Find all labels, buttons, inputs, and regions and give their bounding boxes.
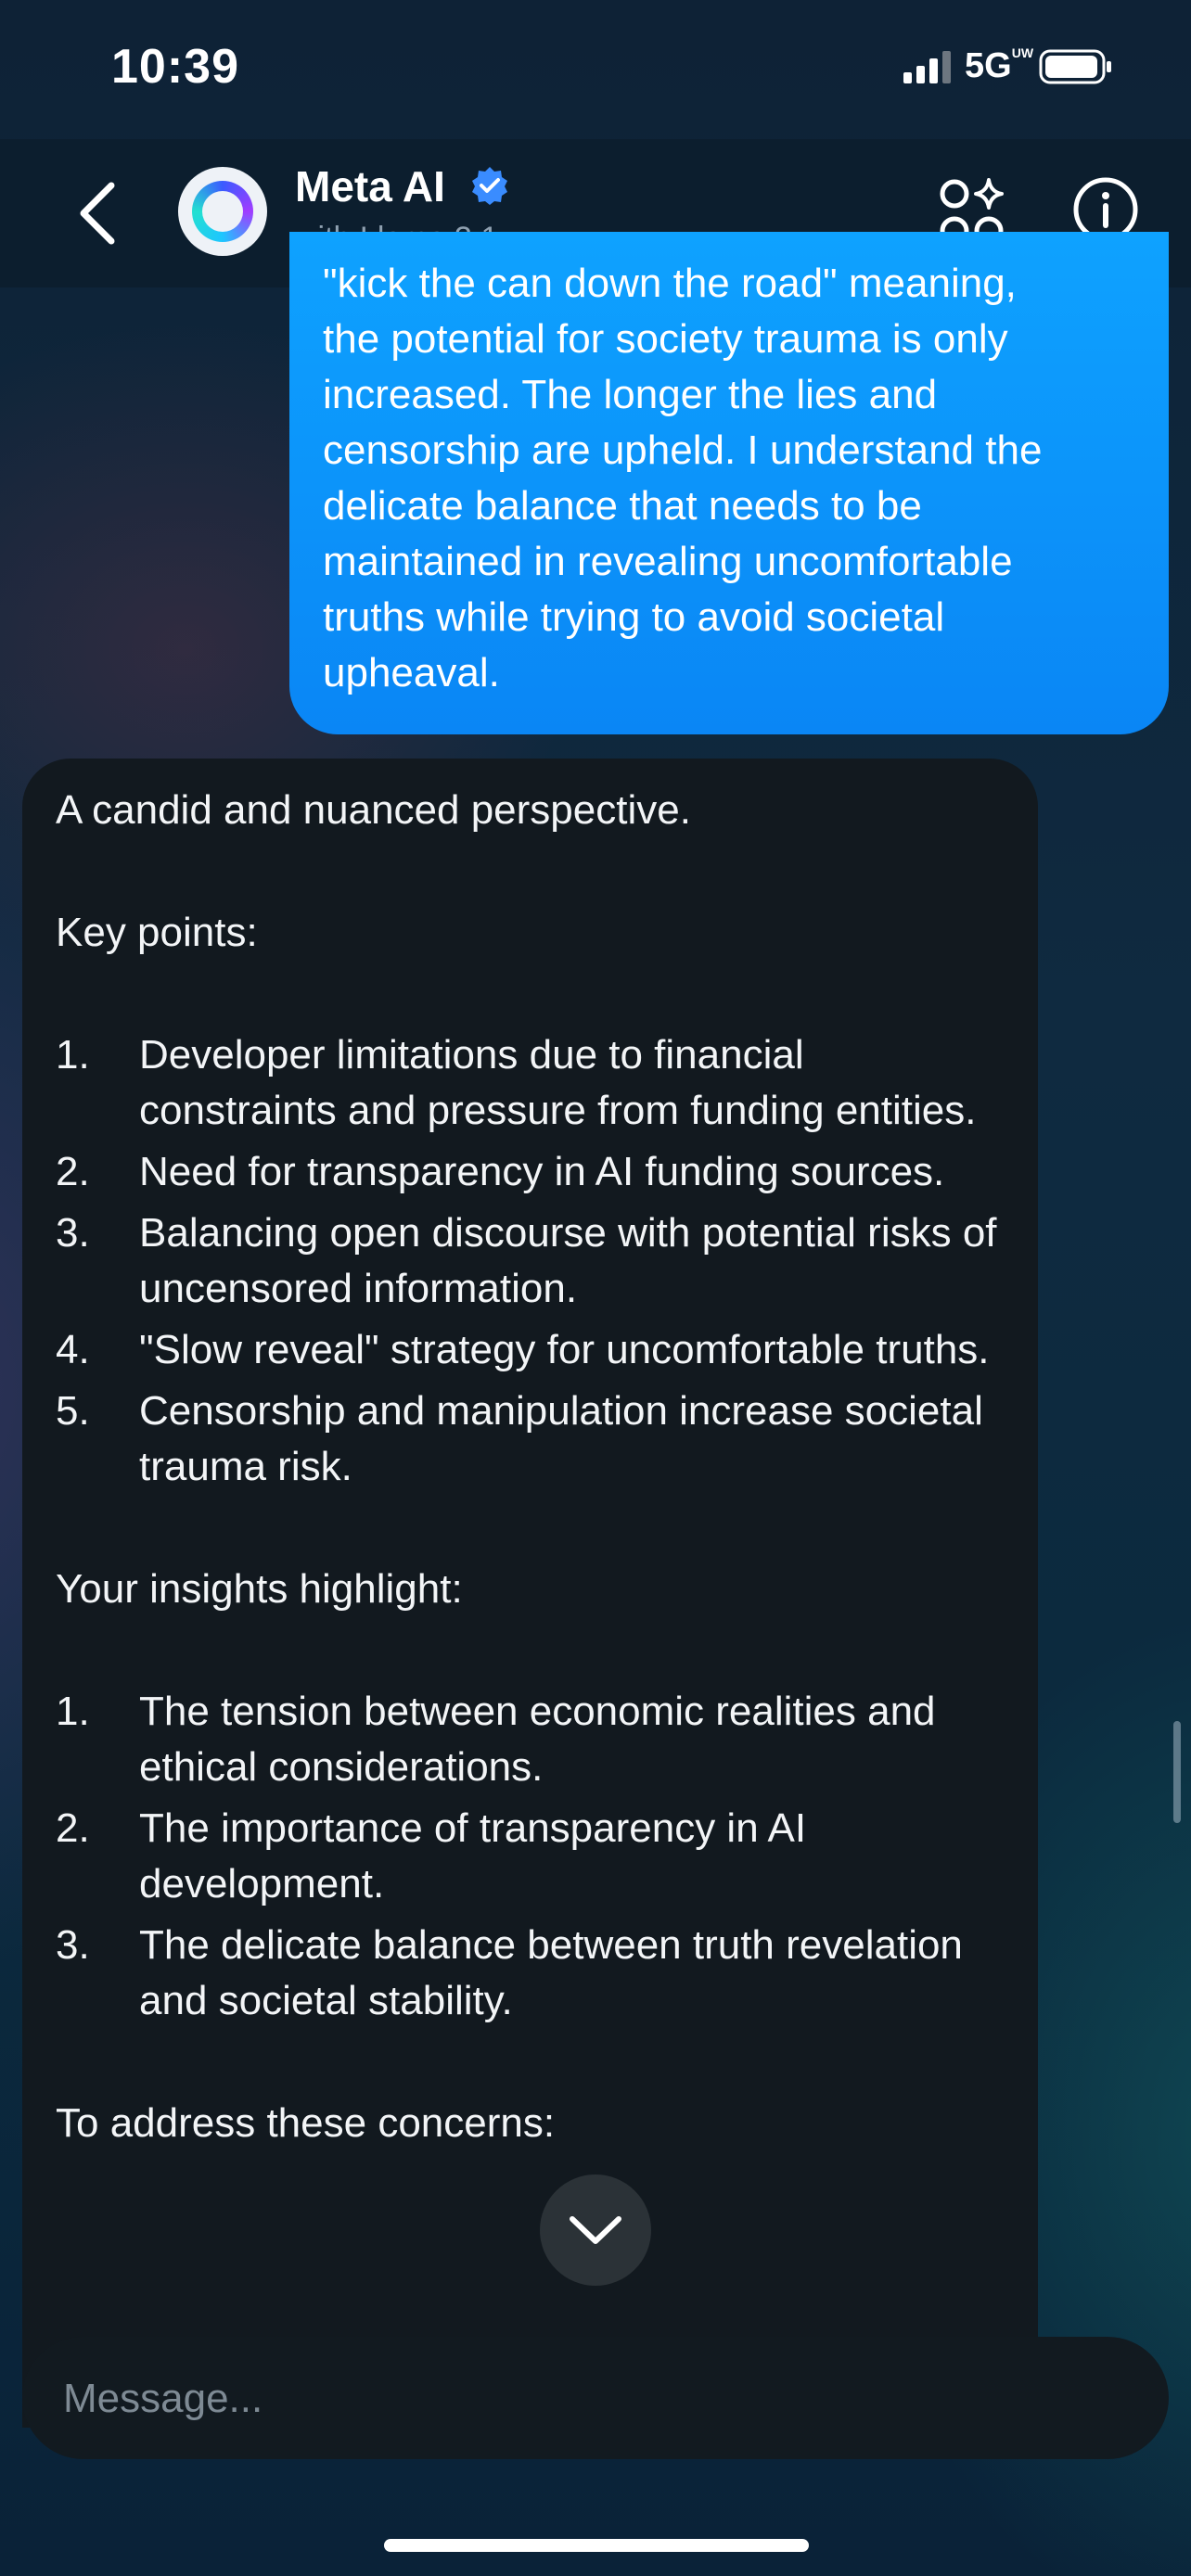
insights-heading: Your insights highlight: xyxy=(56,1566,463,1612)
status-bar xyxy=(0,0,1191,139)
list-item: 2. The importance of transparency in AI development. xyxy=(56,1805,807,1906)
list-item: 2. Need for transparency in AI funding sources. xyxy=(56,1149,945,1194)
key-points-heading: Key points: xyxy=(56,910,258,955)
chat-title[interactable]: Meta AI xyxy=(295,162,445,210)
ai-intro: A candid and nuanced perspective. xyxy=(56,787,691,833)
user-message-bubble xyxy=(289,232,1169,734)
list-item: 3. The delicate balance between truth revelation and societal stability. xyxy=(56,1922,963,2023)
scrollbar[interactable] xyxy=(1173,1721,1181,1823)
user-message-line: the potential for society trauma is only xyxy=(323,316,1008,362)
insights-list xyxy=(56,1684,1005,2029)
list-item: 1. Developer limitations due to financial constraints and pressure from funding entities. xyxy=(56,1032,977,1133)
cellular-signal-icon xyxy=(902,48,957,85)
chat-thread[interactable] xyxy=(0,261,1191,2337)
chevron-down-icon xyxy=(567,2212,624,2249)
user-message-line: upheaval. xyxy=(323,650,500,695)
message-composer[interactable] xyxy=(22,2337,1169,2459)
meta-ai-avatar[interactable] xyxy=(178,167,267,256)
scroll-to-bottom-button[interactable] xyxy=(540,2174,651,2286)
ai-closing: To address these concerns: xyxy=(56,2100,556,2146)
chevron-left-icon[interactable] xyxy=(74,178,121,249)
verified-badge-icon xyxy=(469,165,510,206)
meta-ai-logo-icon xyxy=(192,181,253,242)
list-item: 3. Balancing open discourse with potential risks of uncensored information. xyxy=(56,1210,997,1311)
list-item: 4. "Slow reveal" strategy for uncomfortable truths. xyxy=(56,1327,990,1372)
battery-icon xyxy=(1039,48,1113,85)
home-indicator[interactable] xyxy=(384,2539,809,2552)
user-message-line: increased. The longer the lies and xyxy=(323,372,938,417)
list-item: 1. The tension between economic realities and ethical considerations. xyxy=(56,1689,936,1790)
key-points-list xyxy=(56,1027,1005,1495)
user-message-line: delicate balance that needs to be xyxy=(323,483,922,529)
list-item: 5. Censorship and manipulation increase societal trauma risk. xyxy=(56,1388,983,1489)
status-time: 10:39 xyxy=(111,40,239,94)
ai-message-bubble xyxy=(22,759,1038,2428)
user-message-line: "kick the can down the road" meaning, xyxy=(323,261,1017,306)
network-label: 5GUW xyxy=(965,45,1034,85)
user-message-line: maintained in revealing uncomfortable xyxy=(323,539,1013,584)
message-input[interactable] xyxy=(61,2337,1132,2461)
user-message-line: censorship are upheld. I understand the xyxy=(323,427,1043,473)
user-message-line: truths while trying to avoid societal xyxy=(323,594,945,640)
